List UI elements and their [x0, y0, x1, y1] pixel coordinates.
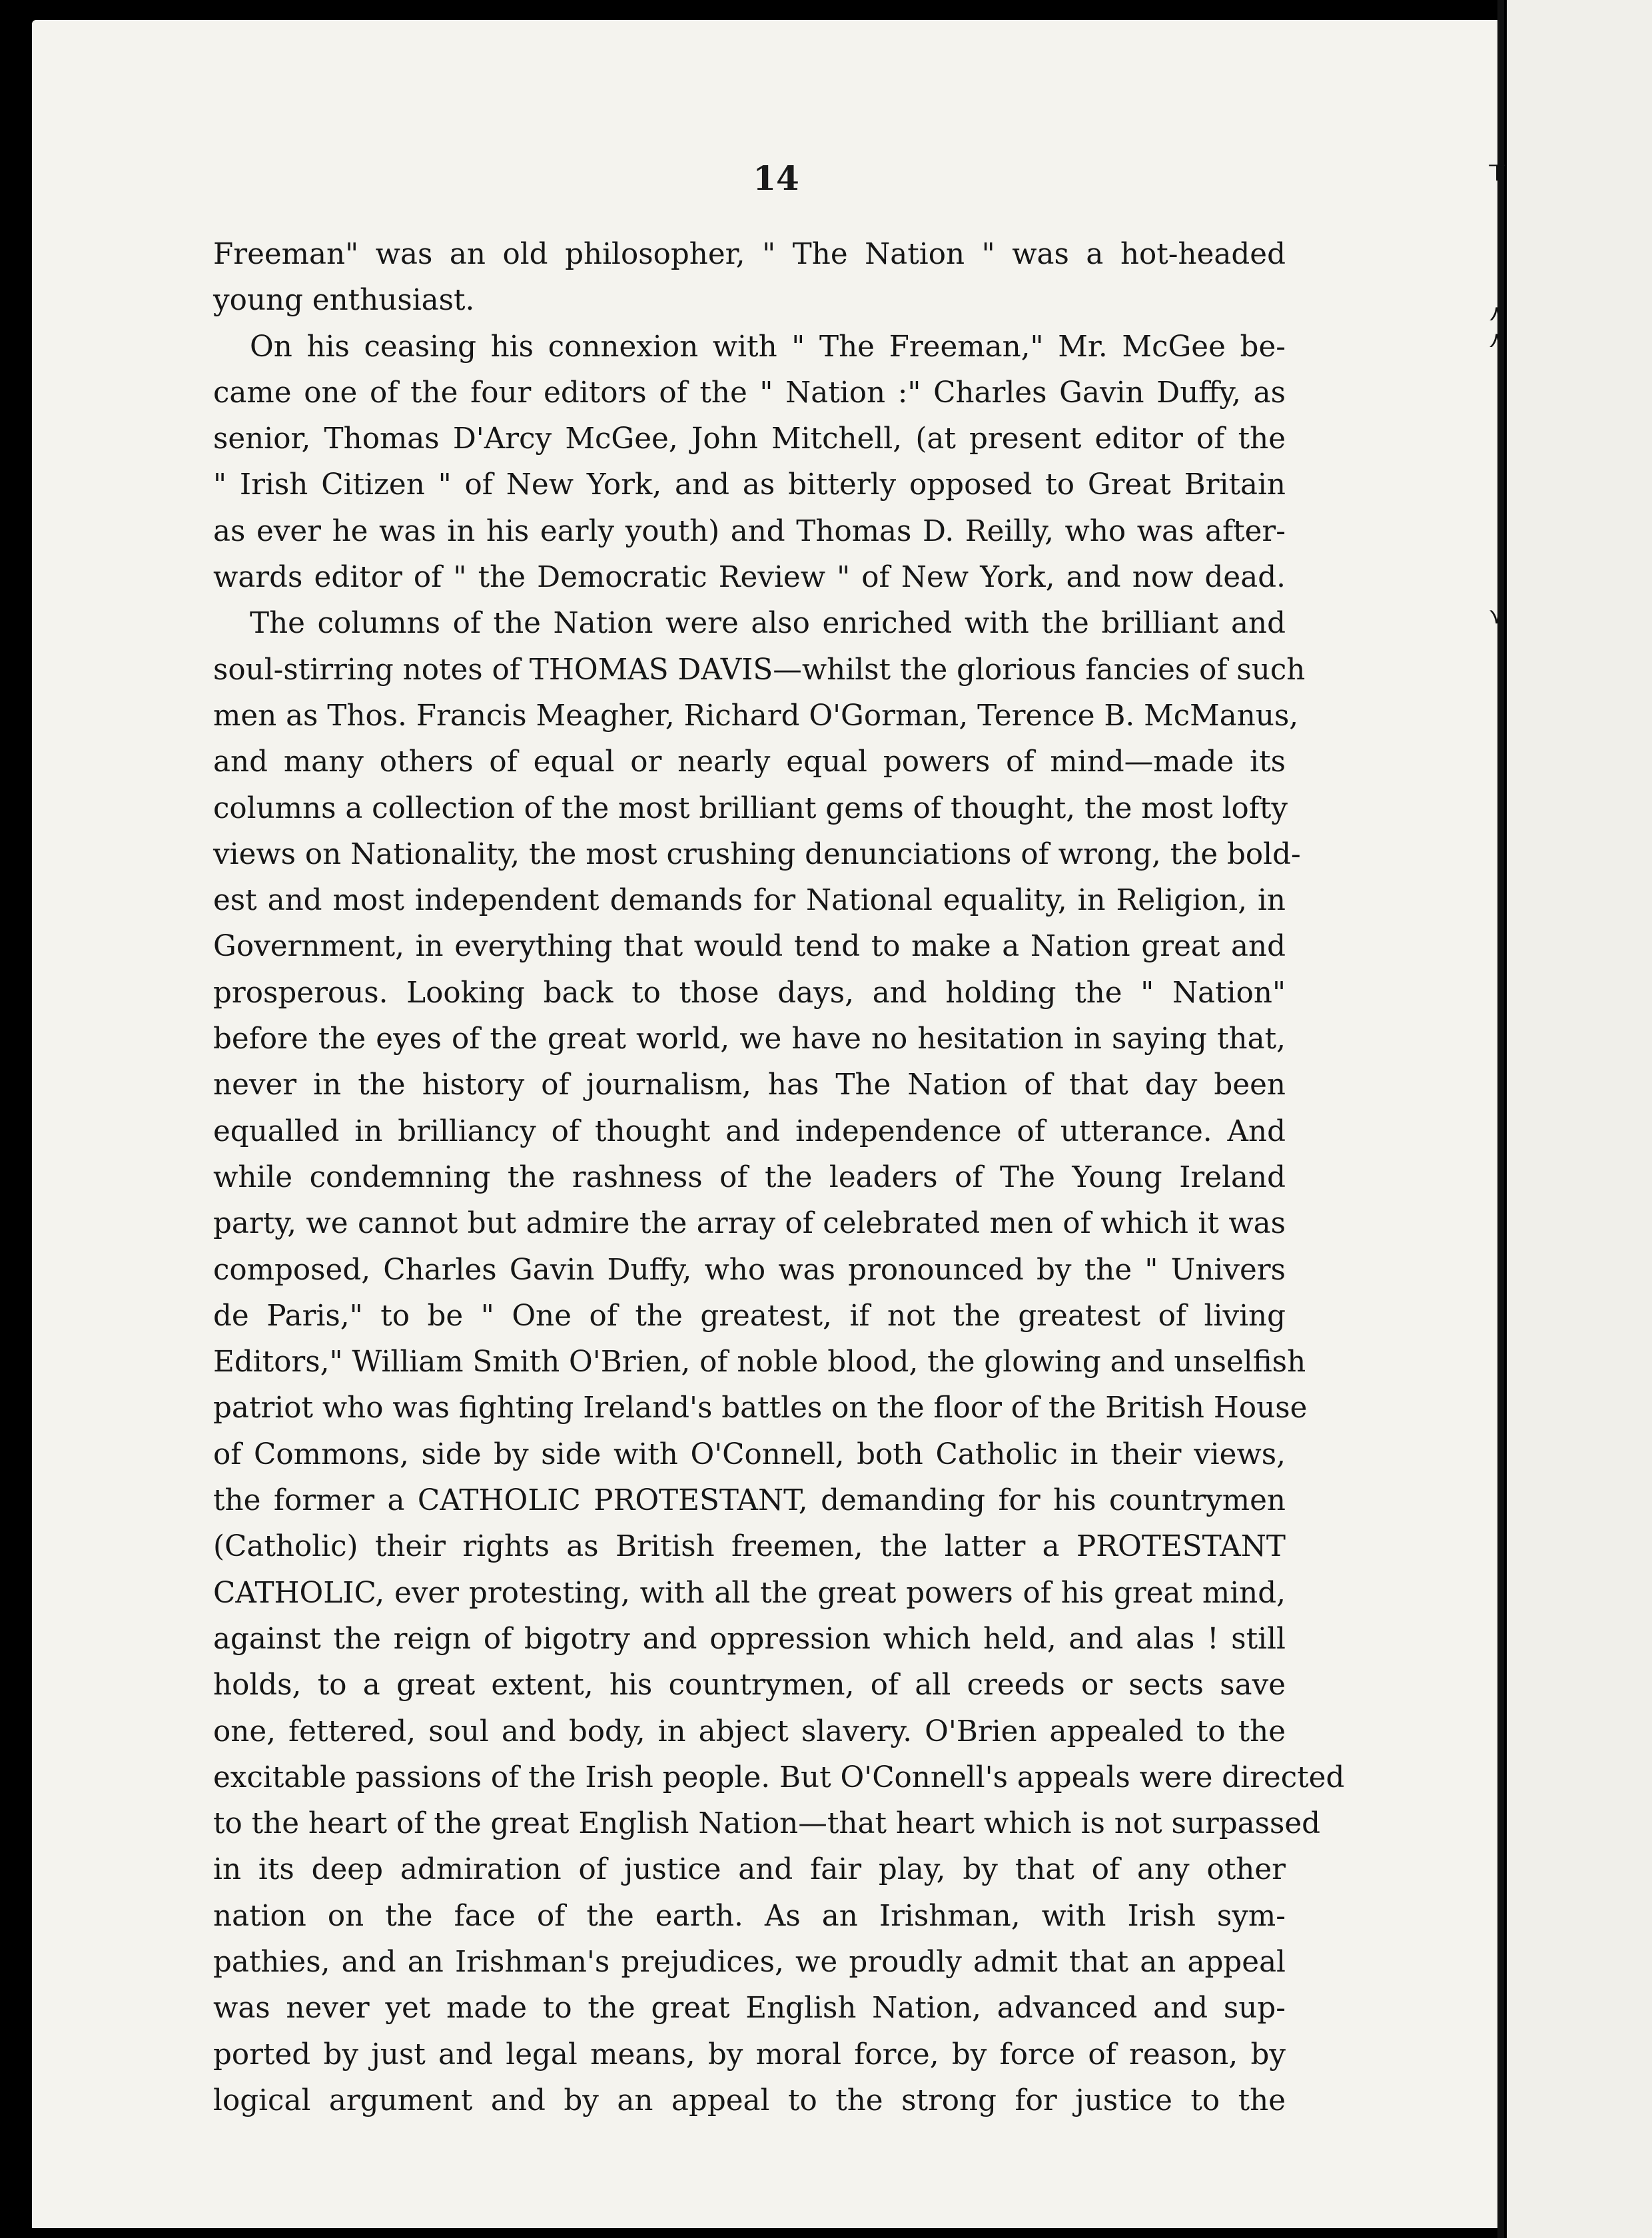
body-text	[213, 232, 1345, 2124]
text-line: came one of the four editors of the " Nation :" Charles Gavin Duffy, as	[213, 376, 1286, 410]
text-line: young enthusiast.	[213, 284, 475, 318]
text-line: CATHOLIC, ever protesting, with all the great powers of his great mind,	[213, 1576, 1286, 1610]
text-line: de Paris," to be " One of the greatest, if not the greatest of living	[213, 1299, 1286, 1333]
page-number: 14	[753, 159, 799, 198]
text-line: equalled in brilliancy of thought and independence of utterance. And	[213, 1114, 1286, 1148]
text-line: senior, Thomas D'Arcy McGee, John Mitchell, (at present editor of the	[213, 422, 1286, 456]
text-line: was never yet made to the great English Nation, advanced and sup-	[213, 1992, 1286, 2026]
text-line: as ever he was in his early youth) and Thomas D. Reilly, who was after-	[213, 514, 1286, 548]
text-line: On his ceasing his connexion with " The Freeman," Mr. McGee be-	[250, 330, 1286, 364]
text-line: before the eyes of the great world, we have no hesitation in saying that,	[213, 1022, 1286, 1056]
text-line: wards editor of " the Democratic Review " of New York, and now dead.	[213, 561, 1286, 595]
text-line: against the reign of bigotry and oppression which held, and alas ! still	[213, 1622, 1286, 1656]
text-line: Government, in everything that would tend to make a Nation great and	[213, 930, 1286, 964]
text-line: logical argument and by an appeal to the strong for justice to the	[213, 2083, 1286, 2117]
text-line: patriot who was fighting Ireland's battles on the floor of the British House	[213, 1391, 1308, 1425]
text-line: one, fettered, soul and body, in abject slavery. O'Brien appealed to the	[213, 1714, 1286, 1748]
text-line: holds, to a great extent, his countrymen, of all creeds or sects save	[213, 1669, 1286, 1702]
text-line: columns a collection of the most brilliant gems of thought, the most lofty	[213, 791, 1288, 825]
text-line: and many others of equal or nearly equal powers of mind—made its	[213, 745, 1286, 779]
text-line: excitable passions of the Irish people. But O'Connell's appeals were directed	[213, 1760, 1345, 1794]
text-line: prosperous. Looking back to those days, and holding the " Nation"	[213, 976, 1286, 1010]
text-line: nation on the face of the earth. As an Irishman, with Irish sym-	[213, 1899, 1286, 1933]
text-line: of Commons, side by side with O'Connell, both Catholic in their views,	[213, 1437, 1286, 1471]
text-line: the former a CATHOLIC PROTESTANT, demanding for his countrymen	[213, 1484, 1286, 1518]
text-line: to the heart of the great English Nation—that heart which is not surpassed	[213, 1807, 1321, 1841]
text-line: (Catholic) their rights as British freemen, the latter a PROTESTANT	[213, 1530, 1286, 1564]
text-line: while condemning the rashness of the leaders of The Young Ireland	[213, 1160, 1286, 1194]
text-line: men as Thos. Francis Meagher, Richard O'Gorman, Terence B. McManus,	[213, 699, 1299, 733]
text-line: ported by just and legal means, by moral force, by force of reason, by	[213, 2038, 1286, 2071]
text-line: party, we cannot but admire the array of celebrated men of which it was	[213, 1207, 1286, 1241]
text-line: soul-stirring notes of THOMAS DAVIS—whilst the glorious fancies of such	[213, 653, 1306, 687]
binding-stitch-icon: ⋎	[1488, 603, 1505, 629]
adjacent-page-edge	[1507, 0, 1652, 2238]
binding-stitch-icon: ⋏	[1488, 326, 1505, 353]
text-line: est and most independent demands for National equality, in Religion, in	[213, 884, 1286, 918]
text-line: The columns of the Nation were also enriched with the brilliant and	[250, 607, 1286, 641]
text-line: Editors," William Smith O'Brien, of noble blood, the glowing and unselfish	[213, 1345, 1306, 1379]
text-line: views on Nationality, the most crushing denunciations of wrong, the bold-	[213, 837, 1301, 871]
text-line: never in the history of journalism, has The Nation of that day been	[213, 1068, 1286, 1102]
binding-stitch-icon: ⋏	[1488, 300, 1505, 326]
text-line: in its deep admiration of justice and fair play, by that of any other	[213, 1853, 1286, 1887]
text-line: " Irish Citizen " of New York, and as bitterly opposed to Great Britain	[213, 468, 1286, 502]
binding-stitch-icon: ⊤	[1487, 160, 1507, 186]
text-line: pathies, and an Irishman's prejudices, we proudly admit that an appeal	[213, 1945, 1286, 1979]
text-line: composed, Charles Gavin Duffy, who was pronounced by the " Univers	[213, 1253, 1286, 1287]
text-line: Freeman" was an old philosopher, " The Nation " was a hot-headed	[213, 238, 1286, 271]
